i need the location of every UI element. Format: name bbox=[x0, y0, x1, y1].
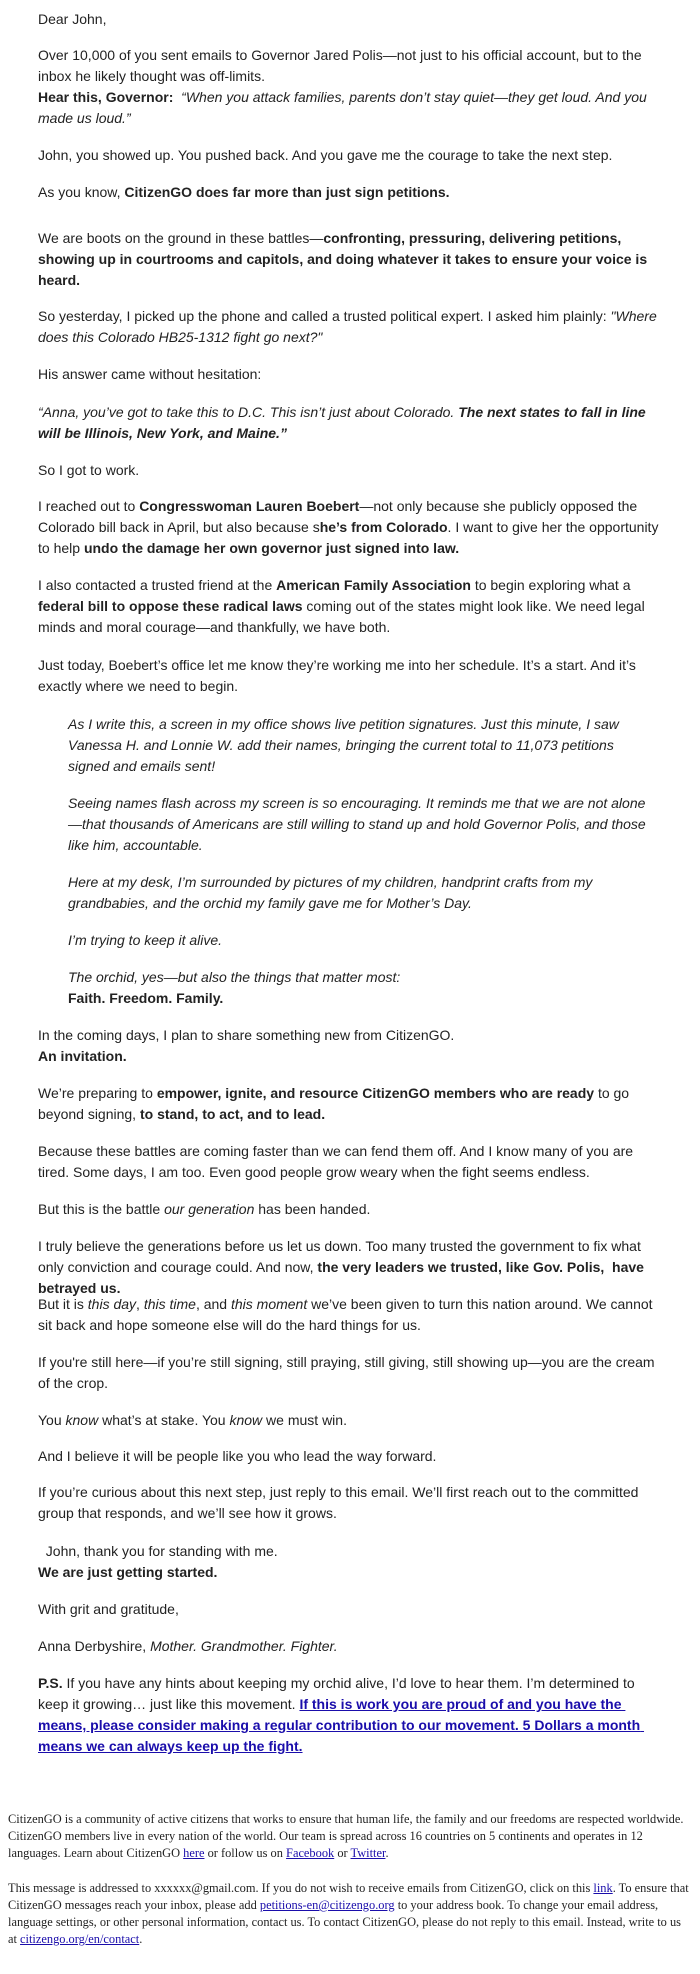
paragraph-boots: We are boots on the ground in these battles—confronting, pressuring, delivering petitions, showing up in courtrooms and capitols, and doing whatever it takes to ensure your voice is heard. bbox=[38, 230, 651, 288]
faith-freedom-family: Faith. Freedom. Family. bbox=[68, 990, 224, 1006]
paragraph-empower: We’re preparing to empower, ignite, and resource CitizenGO members who are ready to go beyond signing, to stand, to act, and to lead. bbox=[38, 1085, 633, 1122]
paragraph-cream: If you're still here—if you’re still signing, still praying, still giving, still showing up—you are the cream of the crop. bbox=[38, 1354, 659, 1391]
quote-orchid: The orchid, yes—but also the things that matter most: Faith. Freedom. Family. bbox=[68, 969, 401, 1006]
learn-here-link[interactable]: here bbox=[183, 1846, 205, 1860]
paragraph-expert-quote: “Anna, you’ve got to take this to D.C. This isn’t just about Colorado. The next states to fall in line will be Illinois, New York, and Maine.” bbox=[38, 404, 650, 441]
paragraph-phone-call: So yesterday, I picked up the phone and called a trusted political expert. I asked him plainly: "Where does this Colorado HB25-1312 fight go next?" bbox=[38, 308, 661, 345]
paragraph-lead: And I believe it will be people like you who lead the way forward. bbox=[38, 1448, 437, 1464]
greeting: Dear John, bbox=[38, 11, 107, 27]
quote-keep-alive: I’m trying to keep it alive. bbox=[68, 932, 223, 948]
donate-link[interactable]: If this is work you are proud of and you have the means, please consider making a regular contribution to our movement. 5 Dollars a month means we can always keep up the fight. bbox=[38, 1696, 645, 1754]
paragraph-know: You know what’s at stake. You know we must win. bbox=[38, 1412, 347, 1428]
quote-desk: Here at my desk, I’m surrounded by pictures of my children, handprint crafts from my grandbabies, and the orchid my family gave me for Mother’s Day. bbox=[68, 874, 593, 911]
paragraph-invitation: In the coming days, I plan to share something new from CitizenGO. An invitation. bbox=[38, 1027, 455, 1064]
paragraph-betrayed: I truly believe the generations before us let us down. Too many trusted the government to fix what only conviction and courage could. And now, the very leaders we trusted, like Gov. Polis, have betrayed us. bbox=[38, 1238, 648, 1296]
contact-link[interactable]: citizengo.org/en/contact bbox=[20, 1932, 140, 1946]
closing: With grit and gratitude, bbox=[38, 1601, 179, 1617]
paragraph-boebert: I reached out to Congresswoman Lauren Boebert—not only because she publicly opposed the Colorado bill back in April, but also because she’s from Colorado. I want to give her the opportunity to help undo the damage her own governor just signed into law. bbox=[38, 498, 663, 556]
governor-quote: “When you attack families, parents don’t stay quiet—they get loud. And you made us loud.” bbox=[38, 89, 651, 126]
quote-signatures: As I write this, a screen in my office shows live petition signatures. Just this minute, I saw Vanessa H. and Lonnie W. add their names, bringing the current total to 11,073 petitions signed and emails sent! bbox=[68, 716, 619, 774]
paragraph-showed-up: John, you showed up. You pushed back. And you gave me the courage to take the next step. bbox=[38, 147, 613, 163]
twitter-link[interactable]: Twitter bbox=[350, 1846, 386, 1860]
hear-this-label: Hear this, Governor: bbox=[38, 89, 174, 105]
paragraph-this-day: But it is this day, this time, and this moment we’ve been given to turn this nation around. We cannot sit back and hope someone else will do the hard things for us. bbox=[38, 1296, 657, 1333]
paragraph-emails-sent bbox=[38, 45, 666, 129]
quote-encouraging: Seeing names flash across my screen is so encouraging. It reminds me that we are not alone—that thousands of Americans are still willing to stand up and hold Governor Polis, and those like him, accountable. bbox=[68, 795, 646, 853]
paragraph-answer: His answer came without hesitation: bbox=[38, 366, 262, 382]
footer-notice: This message is addressed to xxxxxx@gmail.com. If you do not wish to receive emails from CitizenGO, click on this link. To ensure that CitizenGO messages reach your inbox, please add petitions-en@citizengo.org to your address book. To change your email address, language settings, or other personal information, contact us. To contact CitizenGO, please do not reply to this email. Instead, write to us at citizengo.org/en/contact. bbox=[8, 1881, 689, 1946]
emails-sent-text: Over 10,000 of you sent emails to Governor Jared Polis—not just to his official account, but to the inbox he likely thought was off-limits. bbox=[38, 47, 646, 84]
governor-quote-line bbox=[38, 87, 666, 129]
paragraph-thank-you: John, thank you for standing with me. We are just getting started. bbox=[38, 1543, 278, 1580]
paragraph-afa: I also contacted a trusted friend at the American Family Association to begin exploring what a federal bill to oppose these radical laws coming out of the states might look like. We need legal minds and moral courage—and thankfully, we have both. bbox=[38, 577, 649, 635]
paragraph-generation: But this is the battle our generation has been handed. bbox=[38, 1201, 371, 1217]
facebook-link[interactable]: Facebook bbox=[286, 1846, 335, 1860]
paragraph-schedule: Just today, Boebert’s office let me know they’re working me into her schedule. It’s a start. And it’s exactly where we need to begin. bbox=[38, 657, 640, 694]
footer-about: CitizenGO is a community of active citizens that works to ensure that human life, the family and our freedoms are respected worldwide. CitizenGO members live in every nation of the world. Our team is spread across 16 countries on 5 continents and operates in 12 languages. Learn about CitizenGO here or follow us on Facebook or Twitter. bbox=[8, 1812, 684, 1860]
postscript: P.S. If you have any hints about keeping my orchid alive, I’d love to hear them. I’m determined to keep it growing… just like this movement. If this is work you are proud of and you have the means, please consider making a regular contribution to our movement. 5 Dollars a month means we can always keep up the fight. bbox=[38, 1675, 645, 1754]
paragraph-battles: Because these battles are coming faster than we can fend them off. And I know many of you are tired. Some days, I am too. Even good people grow weary when the fight seems endless. bbox=[38, 1143, 637, 1180]
paragraph-got-to-work: So I got to work. bbox=[38, 462, 140, 478]
signature: Anna Derbyshire, Mother. Grandmother. Fighter. bbox=[38, 1638, 338, 1654]
petitions-email-link[interactable]: petitions-en@citizengo.org bbox=[259, 1898, 395, 1912]
paragraph-reply: If you’re curious about this next step, just reply to this email. We’ll first reach out to the committed group that responds, and we’ll see how it grows. bbox=[38, 1484, 643, 1521]
unsubscribe-link[interactable]: link bbox=[593, 1881, 613, 1895]
paragraph-citizengo: As you know, CitizenGO does far more than just sign petitions. bbox=[38, 184, 450, 200]
